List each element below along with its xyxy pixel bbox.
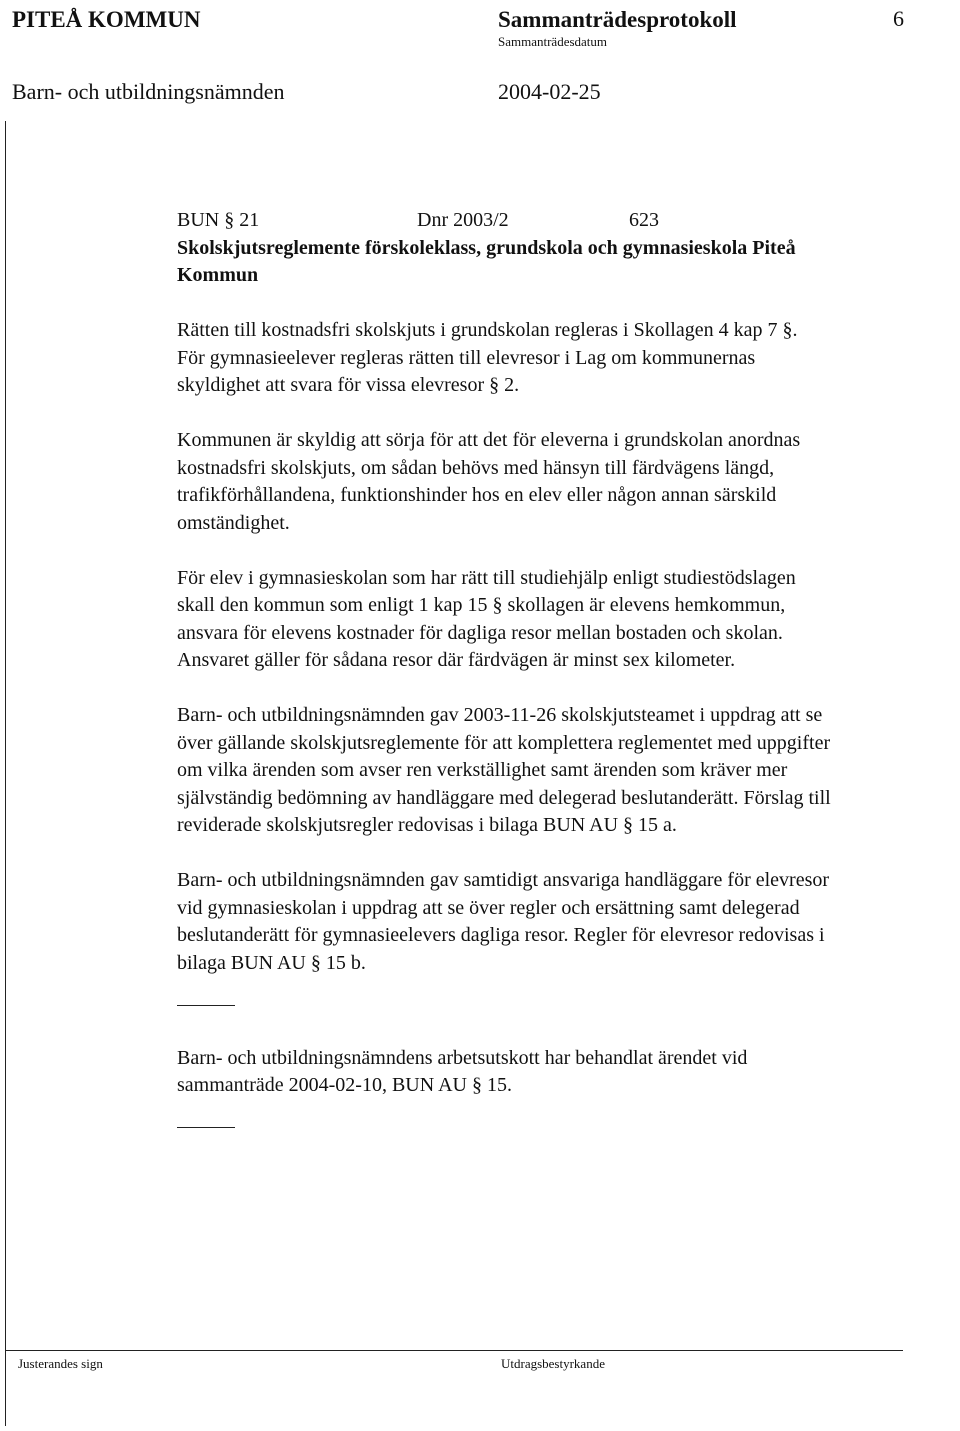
page-number: 6 (893, 6, 904, 31)
paragraph-line: Barn- och utbildningsnämnden gav 2003-11-26 skolskjutsteamet i uppdrag att se (177, 704, 823, 726)
paragraph-line: För gymnasieelever regleras rätten till elevresor i Lag om kommunernas (177, 346, 756, 369)
note-line: sammanträde 2004-02-10, BUN AU § 15. (177, 1074, 512, 1096)
paragraph-line: reviderade skolskjutsregler redovisas i bilaga BUN AU § 15 a. (177, 814, 677, 836)
note-paragraph (177, 1045, 957, 1100)
paragraph-line: självständig bedömning av handläggare med delegerad beslutanderätt. Förslag till (177, 786, 831, 809)
left-margin-rule (5, 121, 6, 1426)
committee-name: Barn- och utbildningsnämnden (12, 79, 285, 104)
paragraph-line: om vilka ärenden som avser ren verkställighet samt ärenden som kräver mer (177, 759, 788, 781)
archive-code: 623 (629, 209, 659, 231)
separator-line (177, 1005, 235, 1006)
paragraph-line: Kommunen är skyldig att sörja för att det för eleverna i grundskolan anordnas (177, 429, 801, 451)
footer-certification-label: Utdragsbestyrkande (501, 1356, 605, 1371)
paragraph (177, 565, 957, 675)
paragraph-line: skall den kommun som enligt 1 kap 15 § skollagen är elevens hemkommun, (177, 594, 786, 616)
paragraph-line: För elev i gymnasieskolan som har rätt till studiehjälp enligt studiestödslagen (177, 566, 796, 589)
paragraph-line: över gällande skolskjutsreglemente för att komplettera reglementet med uppgifter (177, 731, 831, 754)
document-body (177, 207, 957, 1167)
document-type: Sammanträdesprotokoll (498, 7, 737, 32)
paragraph (177, 427, 957, 537)
paragraph-line: omständighet. (177, 511, 290, 534)
paragraph-line: kostnadsfri skolskjuts, om sådan behövs med hänsyn till färdvägens längd, (177, 456, 775, 479)
footer-signature-label: Justerandes sign (18, 1356, 103, 1371)
item-title-line-2: Kommun (177, 264, 259, 286)
paragraph-line: Ansvaret gäller för sådana resor där färdvägen är minst sex kilometer. (177, 649, 736, 671)
paragraph-line: Barn- och utbildningsnämnden gav samtidigt ansvariga handläggare för elevresor (177, 869, 830, 891)
date-label: Sammanträdesdatum (498, 34, 608, 49)
footer-rule (5, 1350, 903, 1351)
paragraph (177, 867, 957, 977)
note-line: Barn- och utbildningsnämndens arbetsutskott har behandlat ärendet vid (177, 1046, 748, 1069)
paragraph-line: skyldighet att svara för vissa elevresor § 2. (177, 374, 520, 396)
item-meta-row (177, 207, 957, 235)
paragraph (177, 317, 957, 400)
municipality-name: PITEÅ KOMMUN (12, 7, 201, 32)
paragraph-line: ansvara för elevens kostnader för dagliga resor mellan bostaden och skolan. (177, 621, 783, 644)
paragraph-line: beslutanderätt för gymnasieelevers dagliga resor. Regler för elevresor redovisas i (177, 924, 825, 946)
item-title-line-1: Skolskjutsreglemente förskoleklass, grundskola och gymnasieskola Piteå (177, 236, 796, 259)
paragraph (177, 702, 957, 840)
meeting-date: 2004-02-25 (498, 79, 601, 104)
paragraph-line: bilaga BUN AU § 15 b. (177, 951, 366, 974)
paragraph-line: vid gymnasieskolan i uppdrag att se över regler och ersättning samt delegerad (177, 896, 800, 919)
paragraph-line: trafikförhållandena, funktionshinder hos en elev eller någon annan särskild (177, 484, 777, 506)
paragraph-line: Rätten till kostnadsfri skolskjuts i grundskolan regleras i Skollagen 4 kap 7 §. (177, 319, 798, 341)
separator-line (177, 1127, 235, 1128)
section-number: BUN § 21 (177, 209, 260, 231)
diary-number: Dnr 2003/2 (417, 209, 509, 231)
